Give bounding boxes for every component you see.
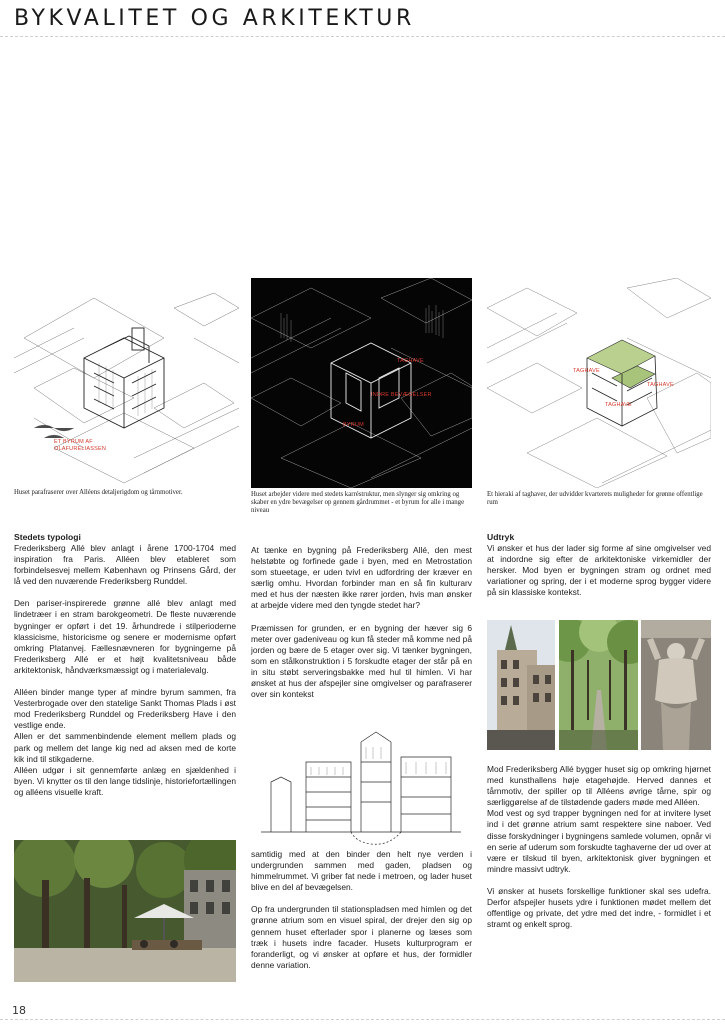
column-2-text-bottom [251, 849, 472, 982]
column-udtryk [487, 532, 711, 609]
column-3-text-bottom [487, 764, 711, 941]
column-2-text-top [251, 545, 472, 711]
sketch2-label-taghave: TAGHAVE [397, 358, 424, 364]
caption-sketch2: Huset arbejder videre med stedets karréstruktur, men slynger sig omkring og skaber en ydre bevægelser op gennem gårdrummet - et byrum for alle i mange niveau [251, 491, 465, 514]
sketch3-label-taghave-1: TAGHAVE [573, 368, 600, 374]
caption-sketch1: Huset parafraserer over Alléens detaljerigdom og tårnmotiver. [14, 489, 183, 496]
title-divider [0, 36, 725, 37]
page-number: 18 [12, 1004, 26, 1017]
footer-divider [0, 1019, 725, 1020]
sketch1-label-line2: OLAFURELIASSEN [54, 446, 107, 452]
paragraph: Vi ønsker at husets forskellige funktioner skal ses udefra. Derfor afspejler husets ydre i funktionen mødet mellem det offentlige og private, det ydre med det indre, - formidlet i et stramt og enkelt sprog. [487, 885, 711, 930]
sketch3-label-taghave-2: TAGHAVE [647, 382, 674, 388]
paragraph: Alléen udgør i sit gennemførte anlæg en sjældenhed i byen. Vi knytter os til den lange tidslinje, historiefortællingen og alléens visuelle kraft. [14, 764, 236, 797]
paragraph: Allen er det sammenbindende element mellem plads og park og mellem det lange kig ned ad aksen med de korte kik ind til stikgaderne. [14, 731, 236, 764]
paragraph: Den pariser-inspirerede grønne allé blev anlagt med lindetræer i en stram barokgeometri. De fleste nuværende bygninger er opført i det 19. århundrede i stilperioderne klassicisme, historicisme og senere er modernisme opført omkring Platanvej. Fællesnævneren for bygningerne på Frederiksberg Allé er et højt kvalitetsniveau både arkitektonisk, håndværksmæssigt og i materialevalg. [14, 598, 236, 675]
paragraph: samtidig med at den binder den helt nye verden i undergrunden sammen med gaden, pladsen og himmelrummet. Vi griber fat nede i metroen, og lader huset blive en del af bevægelsen. [251, 849, 472, 893]
sketch1-label-line1: ET BYRUM AF [54, 439, 93, 445]
sketch-section-drawing [251, 722, 472, 847]
heading-udtryk: Udtryk [487, 532, 515, 542]
sketch-roof-gardens [487, 278, 711, 488]
heading-stedets-typologi: Stedets typologi [14, 532, 81, 542]
paragraph: Præmissen for grunden, er en bygning der hæver sig 6 meter over gadeniveau og kun få steder må komme ned på jorden og bære de 5 etager over sig. Vi tænker bygningen, som en stålkonstruktion i 5 forskudte etager der står på en in situ støbt serveringsbakke med hul til himlen. Vi har ønsket at hus der afspejler sine omgivelser og parafraserer over sin kontekst [251, 622, 472, 700]
photo-corner-tower [487, 620, 555, 750]
paragraph: Vi ønsker et hus der lader sig forme af sine omgivelser ved at indordne sig efter de arkitektoniske virkemidler der hersker. Mod byen er bygningen stram og ordnet med variationer og spring, der i et moderne sprog bygger videre på sin klassiske kontekst. [487, 543, 711, 598]
paragraph: At tænke en bygning på Frederiksberg Allé, den mest helstøbte og forfinede gade i byen, med en Metrostation som stueetage, er uden tvivl en udfordring der kræver en særlig omhu. Hvordan forbinder man en så fin kulturarv med et hus der næsten ikke rører jorden, hvis man ønsker at arbejde videre med den tyngde stedet har? [251, 545, 472, 611]
paragraph: Op fra undergrunden til stationspladsen med himlen og det grønne atrium som en visuel spiral, der drejer den sig op gennem huset efterlader spor i planerne og læses som træk i husets indre facader. Husets kulturprogram er foranderligt, og vi ønsker at opføre et hus, der formidler denne variation. [251, 904, 472, 970]
photo-cafe-alle [14, 840, 236, 982]
column-stedets-typologi [14, 532, 236, 809]
paragraph: Frederiksberg Allé blev anlagt i årene 1700-1704 med inspiration fra Paris. Alléen blev etableret som forbindelsesvej mellem København og Prinsens Gård, der lå ved den nuværende Frederiksberg Runddel. [14, 543, 236, 587]
sketch3-label-taghave-3: TAGHAVE [605, 402, 632, 408]
sketch2-label-indre: INDRE BEVÆGELSER [371, 392, 432, 398]
photo-alle-trees [559, 620, 638, 750]
paragraph: Mod vest og syd trapper bygningen ned for at invitere lyset ind i det grønne atrium samt respektere sine naboer. Ved disse forskydninger i bygningens samlede volumen, opnår vi en serie af uderum som forskudte taghaverne der ud over at være er tilskud til byen, arkitektonisk giver bygningen et mindre massivt udtryk. [487, 808, 711, 874]
sketch2-label-byrum: BYRUM [343, 422, 364, 428]
sketch-axonometric-detail [14, 278, 240, 488]
paragraph: Alléen binder mange typer af mindre byrum sammen, fra Vesterbrogade over den statelige Sankt Thomas Plads i øst mod Frederiksberg Runddel og Frederiksberg Have i den vestlige ende. [14, 687, 236, 731]
paragraph: Mod Frederiksberg Allé bygger huset sig op omkring hjørnet med kunsthallens høje etagehøjde. Herved dannes et tårnmotiv, der spiller op til Alléens øvrige tårne, spir og særliggørelse af de tilstødende gaders møde med Alléen. [487, 764, 711, 808]
page-title: BYKVALITET OG ARKITEKTUR [14, 6, 415, 31]
sketch-night-structure [251, 278, 472, 488]
photo-atlas-sculpture [641, 620, 711, 750]
caption-sketch3: Et hieraki af taghaver, der udvidder kvarterets muligheder for grønne offentlige rum [487, 491, 703, 506]
